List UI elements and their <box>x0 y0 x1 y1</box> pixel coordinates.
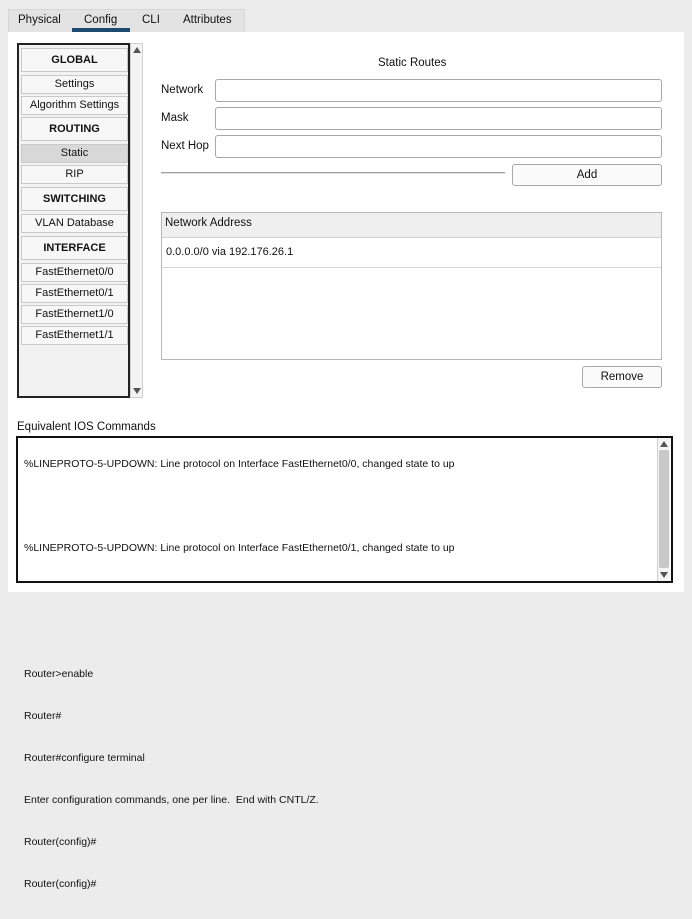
scroll-up-arrow-icon[interactable] <box>660 441 668 447</box>
sidebar-item-fastethernet1-1[interactable]: FastEthernet1/1 <box>21 326 128 345</box>
network-label: Network <box>161 84 204 96</box>
next-hop-input[interactable] <box>215 135 662 158</box>
console-line <box>24 625 654 639</box>
sidebar-item-vlan-database[interactable]: VLAN Database <box>21 214 128 233</box>
sidebar-item-fastethernet0-0[interactable]: FastEthernet0/0 <box>21 263 128 282</box>
network-address-list <box>161 212 662 360</box>
tab-cli[interactable]: CLI <box>142 14 160 26</box>
console-line: Enter configuration commands, one per line. End with CNTL/Z. <box>24 794 319 806</box>
list-item[interactable]: 0.0.0.0/0 via 192.176.26.1 <box>162 238 661 268</box>
network-input[interactable] <box>215 79 662 102</box>
sidebar-scrollbar[interactable] <box>130 43 143 398</box>
divider <box>161 172 505 174</box>
sidebar-section-routing: ROUTING <box>21 117 128 141</box>
scroll-thumb[interactable] <box>659 450 669 568</box>
tab-attributes[interactable]: Attributes <box>183 14 232 26</box>
add-button[interactable]: Add <box>512 164 662 186</box>
sidebar-section-switching: SWITCHING <box>21 187 128 211</box>
console-line: Router# <box>24 710 62 722</box>
sidebar-item-static[interactable]: Static <box>21 144 128 163</box>
page-title: Static Routes <box>378 57 447 69</box>
sidebar-item-rip[interactable]: RIP <box>21 165 128 184</box>
console-line: Router(config)# <box>24 836 97 848</box>
sidebar-section-interface: INTERFACE <box>21 236 128 260</box>
ios-commands-label: Equivalent IOS Commands <box>17 421 156 433</box>
tab-physical[interactable]: Physical <box>18 14 61 26</box>
console-line <box>24 499 654 513</box>
ios-console[interactable] <box>16 436 673 890</box>
remove-button[interactable]: Remove <box>582 366 662 388</box>
sidebar-item-fastethernet1-0[interactable]: FastEthernet1/0 <box>21 305 128 324</box>
console-line: Router#configure terminal <box>24 752 145 764</box>
sidebar-item-algorithm-settings[interactable]: Algorithm Settings <box>21 96 128 115</box>
console-scrollbar[interactable] <box>657 438 670 581</box>
sidebar <box>17 43 130 398</box>
mask-label: Mask <box>161 112 189 124</box>
tab-config[interactable]: Config <box>84 14 118 26</box>
sidebar-item-settings[interactable]: Settings <box>21 75 128 94</box>
next-hop-label: Next Hop <box>161 140 209 152</box>
scroll-down-arrow-icon[interactable] <box>133 388 141 394</box>
console-line <box>24 583 654 597</box>
list-header: Network Address <box>162 213 661 238</box>
tab-bar <box>8 9 245 32</box>
scroll-up-arrow-icon[interactable] <box>133 47 141 53</box>
console-line: %LINEPROTO-5-UPDOWN: Line protocol on Interface FastEthernet0/1, changed state to up <box>24 542 455 554</box>
console-line: Router(config)# <box>24 878 97 890</box>
console-output <box>24 436 654 919</box>
mask-input[interactable] <box>215 107 662 130</box>
console-line: Router>enable <box>24 668 94 680</box>
sidebar-section-global: GLOBAL <box>21 48 128 72</box>
scroll-down-arrow-icon[interactable] <box>660 572 668 578</box>
console-line: %LINEPROTO-5-UPDOWN: Line protocol on Interface FastEthernet0/0, changed state to up <box>24 458 455 470</box>
sidebar-item-fastethernet0-1[interactable]: FastEthernet0/1 <box>21 284 128 303</box>
